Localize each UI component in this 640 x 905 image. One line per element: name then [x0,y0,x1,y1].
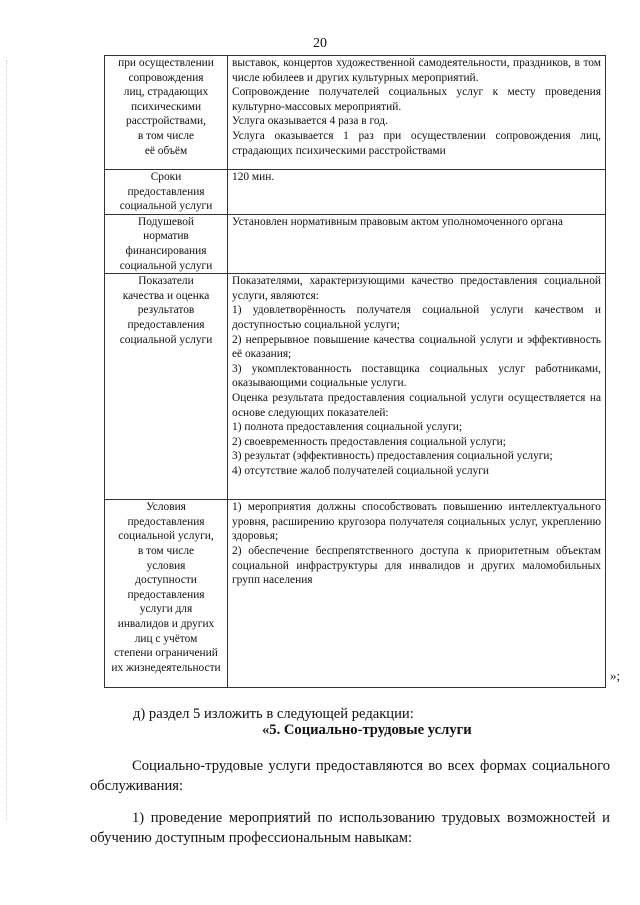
margin-marks [6,60,13,820]
label-line: при осуществлении [118,57,214,69]
service-spec-table [104,55,606,688]
label-line: Условия [146,501,186,514]
description-line: 2) непрерывное повышение качества социальной услуги и эффективность её оказания; [232,333,601,361]
row-label [105,214,228,273]
label-line: её объём [144,144,188,157]
description-line: 3) укомплектованность поставщика социальных услуг работниками, оказывающими социальные услуги. [232,362,601,390]
label-line: предоставления [127,185,205,198]
label-line: Сроки [150,171,182,183]
section-heading: «5. Социально-трудовые услуги [262,722,472,738]
label-line: в том числе [137,544,195,557]
page-number: 20 [313,36,327,51]
description-line: 120 мин. [232,171,275,183]
description-line: выставок, концертов художественной самодеятельности, праздников, в том числе юбилеев и других культурных мероприятий. [232,57,601,84]
label-line: предоставления [127,515,205,528]
label-line: Подушевой [137,215,194,228]
description-line: 1) мероприятия должны способствовать повышению интеллектуального уровня, расширению кругозора получателя социальных услуг, укреплению здоровья; [232,501,601,543]
description-line: 2) своевременность предоставления социальной услуги; [232,435,506,448]
table-row [105,214,606,273]
row-description [228,170,606,215]
row-description [228,56,606,170]
row-label [105,274,228,500]
description-line: 1) полнота предоставления социальной услуги; [232,421,463,434]
description-line: 1) удовлетворённость получателя социальной услуги качеством и доступностью социальной услуги; [232,304,601,331]
paragraph-item-1: 1) проведение мероприятий по использованию трудовых возможностей и обучению доступным профессиональным навыкам: [90,810,610,846]
label-line: социальной услуги [119,200,213,213]
label-line: социальной услуги, [118,530,214,543]
label-line: предоставления [127,318,205,331]
table-row [105,274,606,500]
description-line: 4) отсутствие жалоб получателей социальной услуги [232,464,490,477]
description-line: Установлен нормативным правовым актом уполномоченного органа [232,215,563,228]
table-row [105,56,606,170]
label-line: в том числе [137,129,195,142]
label-line: лиц с учётом [134,632,198,645]
description-line: 3) результат (эффективность) предоставления социальной услуги; [232,450,553,463]
description-line: Оценка результата предоставления социальной услуги осуществляется на основе следующих показателей: [232,391,601,419]
label-line: расстройствами, [126,115,206,128]
paragraph-intro: Социально-трудовые услуги предоставляются во всех формах социального обслуживания: [90,758,610,794]
label-line: сопровождения [128,71,204,84]
row-description [228,274,606,500]
row-label [105,170,228,215]
description-line: Сопровождение получателей социальных услуг к месту проведения культурно-массовых мероприятий. [232,86,601,113]
description-line: Услуга оказывается 4 раза в год. [232,115,388,128]
label-line: условия [146,559,186,572]
label-line: Показатели [138,275,194,288]
description-line: Услуга оказывается 1 раз при осуществлении сопровождения лиц, страдающих психическими расстройствами [232,129,601,157]
label-line: инвалидов и других [117,617,215,630]
row-label [105,56,228,170]
row-description [228,214,606,273]
label-line: степени ограничений их жизнедеятельности [111,647,221,674]
description-line: 2) обеспечение беспрепятственного доступа к приоритетным объектам социальной инфраструктуры для инвалидов и других маломобильных групп населения [232,544,601,587]
label-line: качества и оценка [122,289,210,302]
paragraph-d: д) раздел 5 изложить в следующей редакции: [133,706,414,722]
table-row [105,500,606,688]
label-line: социальной услуги [119,259,213,272]
label-line: финансирования [125,244,207,257]
row-description [228,500,606,688]
label-line: результатов [137,304,195,317]
label-line: социальной услуги [119,333,213,346]
label-line: норматив [143,230,189,243]
label-line: психическими [130,100,202,113]
table-closing-quote: »; [610,668,621,683]
label-line: доступности [135,574,197,587]
row-label [105,500,228,688]
table-row [105,170,606,215]
label-line: предоставления [127,588,205,601]
label-line: услуги для [139,603,193,616]
description-line: Показателями, характеризующими качество предоставления социальной услуги, являются: [232,275,601,302]
label-line: лиц, страдающих [123,86,209,99]
